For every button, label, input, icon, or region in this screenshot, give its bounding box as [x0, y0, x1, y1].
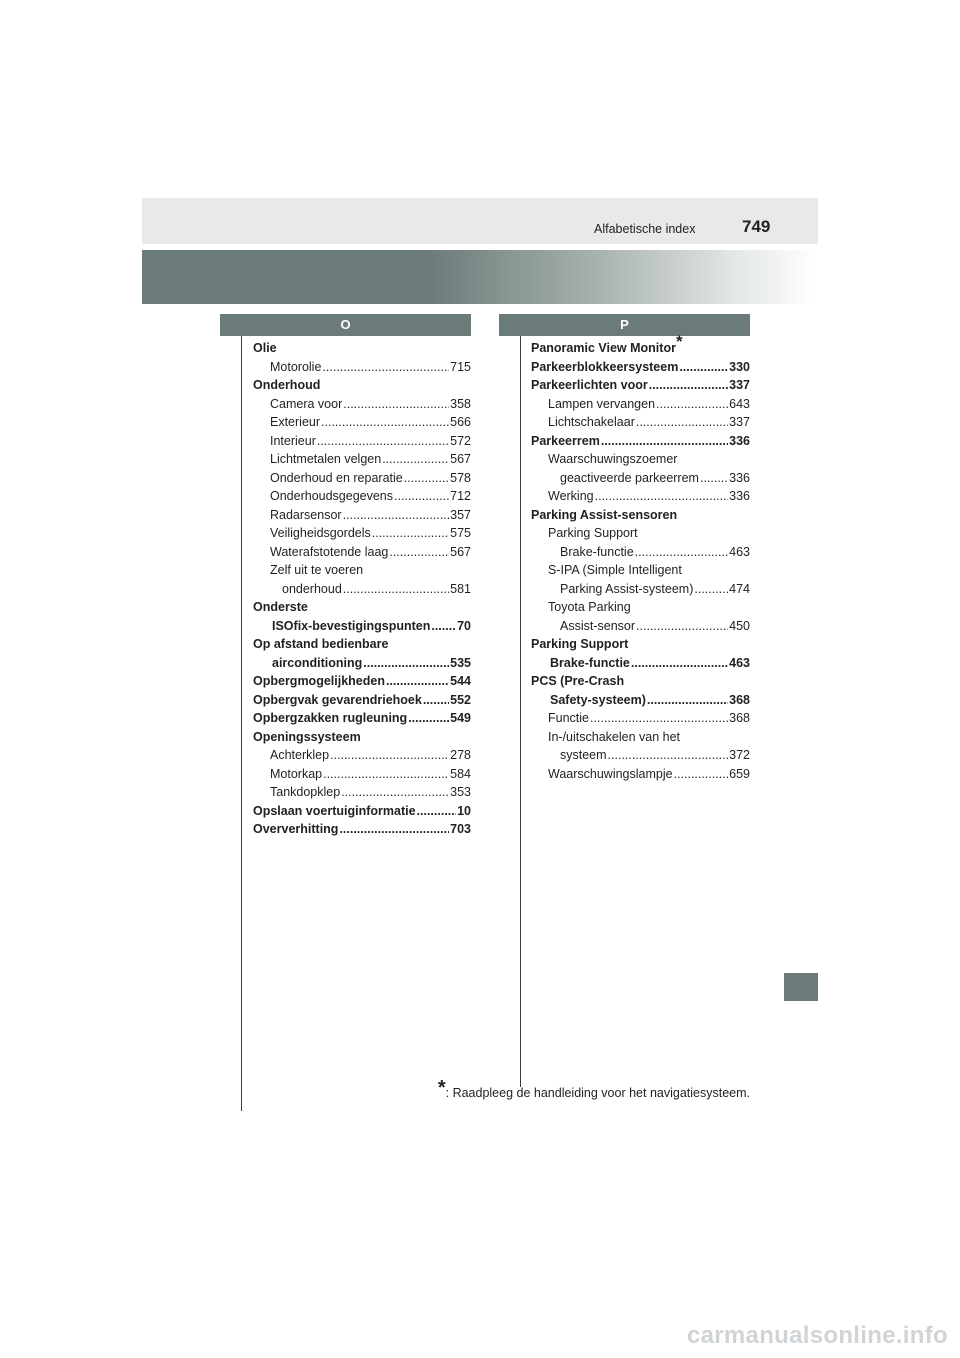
index-entry	[253, 635, 471, 654]
entry-page-number: 584	[450, 766, 471, 781]
index-entry	[531, 413, 750, 432]
index-entry	[253, 709, 471, 728]
entry-page-number: 368	[729, 711, 750, 725]
dot-leader	[386, 672, 449, 691]
index-entry	[253, 802, 471, 821]
index-entry	[253, 561, 471, 580]
entry-label: Lichtschakelaar	[548, 415, 635, 429]
entry-page-number: 336	[729, 470, 750, 485]
watermark: carmanualsonline.info	[686, 1322, 948, 1349]
entry-page-number: 712	[450, 489, 471, 503]
entry-label: S-IPA (Simple Intelligent	[548, 563, 682, 577]
entry-label: Camera voor	[270, 396, 343, 411]
entry-label: Opbergzakken rugleuning	[253, 711, 408, 725]
dot-leader	[679, 358, 728, 377]
entry-label: Werking	[548, 489, 594, 503]
index-entry	[253, 654, 471, 673]
header-band	[142, 198, 818, 244]
letter-heading-p: P	[499, 314, 750, 336]
index-entry	[531, 395, 750, 414]
column-rule-middle	[520, 336, 521, 1087]
index-entry	[531, 765, 750, 784]
entry-page-number: 463	[729, 544, 750, 559]
index-entry	[531, 561, 750, 580]
entry-page-number: 552	[450, 692, 471, 707]
index-entry	[531, 376, 750, 395]
entry-page-number: 278	[450, 748, 471, 762]
page-number: 749	[742, 217, 771, 236]
entry-label: Veiligheidsgordels	[270, 526, 371, 540]
dot-leader	[330, 746, 449, 765]
dot-leader	[363, 654, 449, 673]
dot-leader	[431, 617, 456, 636]
dot-leader	[647, 691, 728, 710]
entry-page-number: 330	[729, 359, 750, 374]
entry-label: Onderhoudsgegevens	[270, 489, 394, 503]
entry-label: Motorolie	[270, 359, 322, 374]
entry-label: Waterafstotende laag	[270, 544, 389, 559]
index-entry	[531, 432, 750, 451]
dot-leader	[404, 469, 449, 488]
entry-page-number: 703	[450, 822, 471, 836]
entry-page-number: 357	[450, 507, 471, 522]
dot-leader	[417, 802, 457, 821]
entry-page-number: 575	[450, 526, 471, 540]
entry-label: Onderhoud	[253, 378, 321, 392]
entry-label: PCS (Pre-Crash	[531, 674, 625, 688]
entry-page-number: 372	[729, 748, 750, 762]
entry-label: Safety-systeem)	[550, 692, 646, 707]
index-entry	[531, 506, 750, 525]
entry-label: Waarschuwingszoemer	[548, 452, 678, 466]
index-entry	[253, 598, 471, 617]
entry-label: Exterieur	[270, 415, 321, 429]
index-column-o	[253, 339, 471, 839]
entry-page-number: 659	[729, 766, 750, 781]
entry-page-number: 566	[450, 415, 471, 429]
entry-page-number: 368	[729, 692, 750, 707]
index-entry	[531, 728, 750, 747]
entry-label: Zelf uit te voeren	[270, 563, 364, 577]
entry-label: Parking Support	[531, 637, 629, 651]
index-entry	[253, 746, 471, 765]
entry-page-number: 353	[450, 785, 471, 799]
index-entry	[531, 746, 750, 765]
index-entry	[531, 654, 750, 673]
entry-label: Interieur	[270, 433, 316, 448]
index-entry	[253, 580, 471, 599]
dot-leader	[595, 487, 729, 506]
dot-leader	[636, 617, 728, 636]
index-entry	[531, 580, 750, 599]
chapter-side-tab	[784, 973, 818, 1001]
entry-page-number: 567	[450, 544, 471, 559]
dot-leader	[343, 395, 449, 414]
entry-page-number: 337	[729, 415, 750, 429]
entry-label: Opbergmogelijkheden	[253, 674, 385, 688]
dot-leader	[322, 358, 449, 377]
entry-label: Parking Assist-sensoren	[531, 507, 678, 522]
entry-label: Lichtmetalen velgen	[270, 452, 382, 466]
index-entry	[531, 524, 750, 543]
index-entry	[253, 820, 471, 839]
entry-page-number: 70	[457, 618, 471, 633]
index-entry	[253, 691, 471, 710]
entry-label: Motorkap	[270, 766, 323, 781]
entry-label: Tankdopklep	[270, 785, 341, 799]
entry-label: Oververhitting	[253, 822, 339, 836]
dot-leader	[601, 432, 728, 451]
dot-leader	[343, 506, 450, 525]
entry-label: Openingssysteem	[253, 729, 361, 744]
index-entry	[531, 487, 750, 506]
index-entry	[253, 543, 471, 562]
footnote-text: : Raadpleeg de handleiding voor het navigatiesysteem.	[445, 1086, 750, 1100]
dot-leader	[608, 746, 729, 765]
dot-leader	[343, 580, 449, 599]
entry-label: Parkeerlichten voor	[531, 378, 648, 392]
index-entry	[253, 506, 471, 525]
index-entry	[531, 332, 750, 358]
index-entry	[531, 691, 750, 710]
entry-label: Onderhoud en reparatie	[270, 470, 403, 485]
section-title: Alfabetische index	[594, 222, 696, 236]
dot-leader	[656, 395, 728, 414]
dot-leader	[700, 469, 728, 488]
entry-label: Panoramic View Monitor	[531, 341, 676, 355]
dot-leader	[323, 765, 449, 784]
entry-label: Lampen vervangen	[548, 396, 656, 411]
dot-leader	[317, 432, 449, 451]
index-entry	[253, 728, 471, 747]
column-rule-left	[241, 336, 242, 1111]
dot-leader	[674, 765, 729, 784]
entry-page-number: 10	[457, 803, 471, 818]
chapter-banner	[142, 250, 818, 304]
index-entry	[253, 358, 471, 377]
index-entry	[531, 635, 750, 654]
entry-page-number: 715	[450, 359, 471, 374]
entry-label: Parkeerrem	[531, 433, 600, 448]
index-entry	[531, 469, 750, 488]
index-entry	[531, 450, 750, 469]
entry-label: Toyota Parking	[548, 600, 631, 614]
index-entry	[253, 783, 471, 802]
dot-leader	[649, 376, 728, 395]
entry-label: Onderste	[253, 600, 308, 614]
dot-leader	[635, 543, 728, 562]
dot-leader	[394, 487, 449, 506]
dot-leader	[389, 543, 449, 562]
index-entry	[253, 413, 471, 432]
entry-page-number: 337	[729, 378, 750, 392]
entry-label: Opbergvak gevarendriehoek	[253, 692, 422, 707]
index-entry	[531, 598, 750, 617]
entry-page-number: 578	[450, 470, 471, 485]
entry-label: Olie	[253, 341, 277, 355]
entry-label: Assist-sensor	[560, 618, 636, 633]
index-entry	[253, 469, 471, 488]
index-entry	[253, 524, 471, 543]
dot-leader	[636, 413, 728, 432]
entry-label: Brake-functie	[560, 544, 634, 559]
entry-page-number: 581	[450, 581, 471, 596]
index-entry	[531, 672, 750, 691]
entry-label: geactiveerde parkeerrem	[560, 470, 699, 485]
entry-label: Opslaan voertuiginformatie	[253, 803, 416, 818]
entry-label: Parking Support	[548, 526, 638, 540]
entry-page-number: 535	[450, 655, 471, 670]
index-entry	[531, 709, 750, 728]
entry-label: Brake-functie	[550, 655, 630, 670]
dot-leader	[423, 691, 449, 710]
index-entry	[531, 358, 750, 377]
dot-leader	[339, 820, 449, 839]
entry-label: Achterklep	[270, 748, 330, 762]
entry-label: airconditioning	[272, 655, 363, 670]
entry-page-number: 474	[729, 581, 750, 596]
entry-label: onderhoud	[282, 581, 342, 596]
index-entry	[253, 450, 471, 469]
entry-page-number: 643	[729, 396, 750, 411]
index-column-p	[531, 332, 750, 783]
index-entry	[531, 617, 750, 636]
index-entry	[531, 543, 750, 562]
dot-leader	[341, 783, 449, 802]
index-entry	[253, 765, 471, 784]
entry-label: systeem	[560, 748, 607, 762]
index-entry	[253, 395, 471, 414]
index-entry	[253, 487, 471, 506]
dot-leader	[321, 413, 449, 432]
index-entry	[253, 672, 471, 691]
entry-page-number: 336	[729, 489, 750, 503]
footnote	[437, 1077, 750, 1100]
dot-leader	[694, 580, 728, 599]
entry-label: Radarsensor	[270, 507, 342, 522]
index-entry	[253, 339, 471, 358]
entry-page-number: 463	[729, 655, 750, 670]
entry-label: Waarschuwingslampje	[548, 766, 673, 781]
index-entry	[253, 617, 471, 636]
entry-label: Parkeerblokkeersysteem	[531, 359, 679, 374]
entry-page-number: 358	[450, 396, 471, 411]
entry-page-number: 336	[729, 433, 750, 448]
index-entry	[253, 432, 471, 451]
footnote-star: *	[437, 1077, 446, 1099]
dot-leader	[372, 524, 449, 543]
dot-leader	[590, 709, 728, 728]
entry-page-number: 572	[450, 433, 471, 448]
entry-label: Functie	[548, 711, 589, 725]
dot-leader	[408, 709, 449, 728]
dot-leader	[382, 450, 449, 469]
dot-leader	[631, 654, 728, 673]
entry-page-number: 567	[450, 452, 471, 466]
asterisk-mark: *	[675, 332, 683, 351]
entry-page-number: 544	[450, 674, 471, 688]
entry-page-number: 549	[450, 711, 471, 725]
entry-label: Parking Assist-systeem)	[560, 581, 694, 596]
index-entry	[253, 376, 471, 395]
letter-heading-o: O	[220, 314, 471, 336]
entry-label: ISOfix-bevestigingspunten	[272, 618, 431, 633]
entry-page-number: 450	[729, 618, 750, 633]
entry-label: In-/uitschakelen van het	[548, 729, 681, 744]
entry-label: Op afstand bedienbare	[253, 637, 389, 651]
